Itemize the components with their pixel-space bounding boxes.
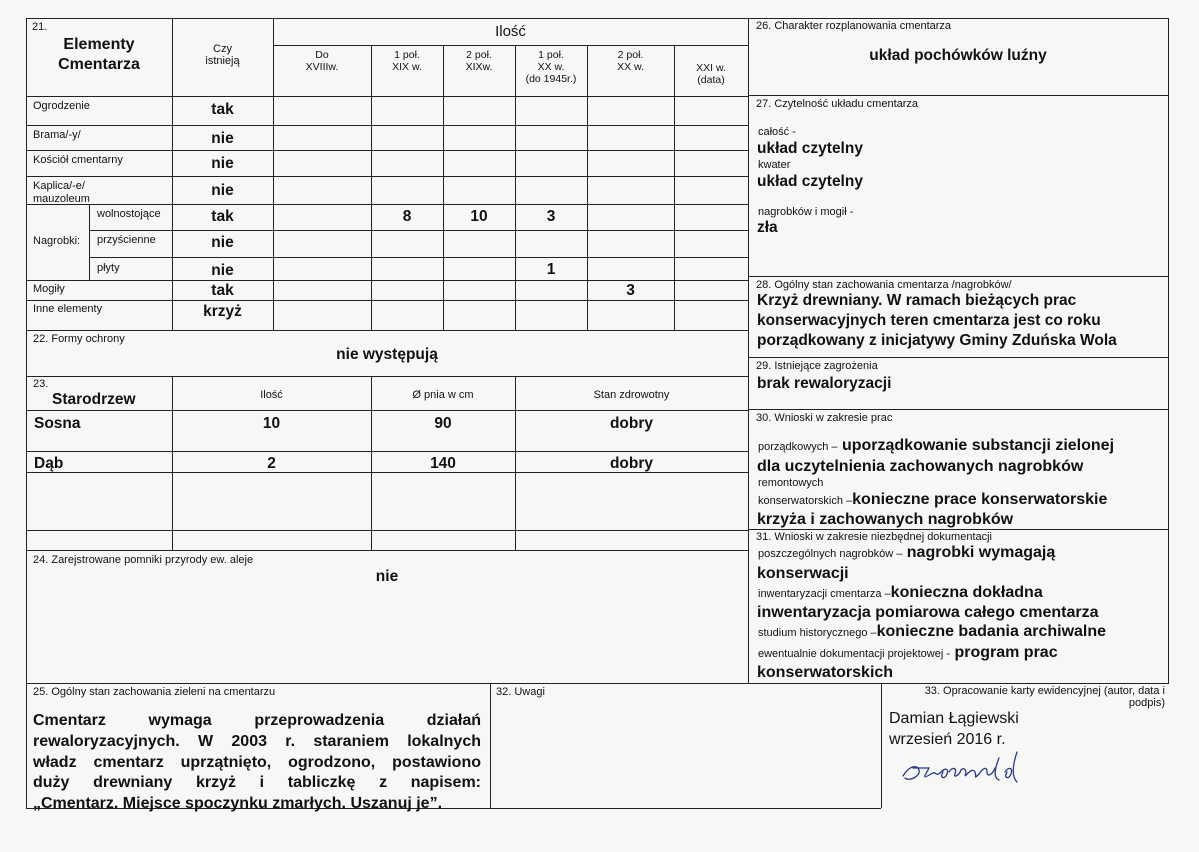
exists-wolnostojace: tak — [211, 208, 234, 225]
row-label-brama: Brama/-y/ — [33, 129, 81, 141]
grid-line — [26, 550, 748, 551]
wolnostojace-period-3: 10 — [470, 208, 488, 225]
grid-line — [26, 376, 748, 377]
tree-qty-1: 10 — [262, 415, 281, 432]
doc-design-value: program prac — [954, 644, 1058, 661]
greenery-label: 25. Ogólny stan zachowania zieleni na cmentarzu — [33, 686, 276, 698]
grid-line — [881, 683, 882, 808]
tree-name-1: Sosna — [34, 415, 81, 432]
grid-line — [490, 683, 491, 808]
grid-line — [26, 330, 748, 331]
grid-line — [443, 45, 444, 330]
card-author-label-line2: podpis) — [1128, 697, 1165, 709]
greenery-line: rewaloryzacyjnych. W 2003 r. staraniem lokalnych — [33, 732, 481, 750]
exists-mogily: tak — [211, 282, 234, 299]
grid-line — [26, 530, 748, 531]
general-state-label: 28. Ogólny stan zachowania cmentarza /nagrobków/ — [756, 279, 1012, 291]
mogily-period-5: 3 — [626, 282, 635, 299]
grid-line — [89, 230, 748, 231]
elements-title-line2: Cmentarza — [58, 56, 140, 73]
greenery-text — [33, 711, 481, 815]
card-author-label-line1: 33. Opracowanie karty ewidencyjnej (autor, data i — [924, 685, 1165, 697]
work-requests-label: 30. Wnioski w zakresie prac — [756, 412, 893, 424]
doc-inventory-value: konieczna dokładna — [890, 584, 1043, 601]
doc-graves-label: poszczególnych nagrobków – — [758, 548, 903, 560]
exists-plyty: nie — [211, 262, 234, 279]
exists-brama: nie — [211, 130, 234, 147]
exists-kosciol: nie — [211, 155, 234, 172]
period-header-6: XXI w. (data) — [696, 62, 726, 87]
row-label-przyscienne: przyścienne — [97, 234, 156, 246]
doc-design-value-2: konserwatorskich — [757, 664, 894, 681]
exists-inne: krzyż — [203, 303, 242, 320]
tree-diameter-2: 140 — [430, 455, 456, 472]
period-header-1: Do XVIIIw. — [305, 49, 339, 74]
doc-graves-value-2: konserwacji — [757, 565, 849, 582]
row-label-plyty: płyty — [97, 262, 120, 274]
readability-quarters-label: kwater — [758, 159, 791, 171]
section-21-number: 21. — [32, 21, 48, 33]
greenery-line: „Cmentarz. Miejsce spoczynku zmarłych. Uszanuj je”. — [33, 795, 443, 813]
work-conservation-value: konieczne prace konserwatorskie — [852, 491, 1108, 508]
greenery-line: duży drewniany krzyż i tabliczkę z napisem: — [33, 774, 481, 792]
greenery-line: Cmentarz wymaga przeprowadzenia działań — [33, 712, 481, 729]
remarks-label: 32. Uwagi — [496, 686, 545, 698]
doc-design-label: ewentualnie dokumentacji projektowej - — [758, 648, 950, 660]
row-label-wolnostojace: wolnostojące — [97, 208, 161, 220]
work-conservation-value-2: krzyża i zachowanych nagrobków — [757, 511, 1014, 528]
row-label-mogily: Mogiły — [33, 283, 65, 295]
readability-quarters-value: układ czytelny — [757, 173, 863, 190]
documentation-label: 31. Wnioski w zakresie niezbędnej dokumentacji — [756, 531, 993, 543]
card-author-date: wrzesień 2016 r. — [889, 731, 1006, 748]
grid-line — [748, 357, 1169, 358]
monuments-label: 24. Zarejstrowane pomniki przyrody ew. aleje — [33, 554, 254, 566]
grid-line — [748, 409, 1169, 410]
grid-line — [26, 300, 748, 301]
general-state-line: porządkowany z inicjatywy Gminy Zduńska Wola — [757, 332, 1117, 349]
grid-line — [26, 96, 748, 97]
plyty-period-4: 1 — [546, 261, 556, 278]
wolnostojace-period-2: 8 — [402, 208, 412, 225]
grid-line — [674, 45, 675, 330]
grid-line — [273, 45, 748, 46]
row-label-kaplica-line2: mauzoleum — [33, 193, 90, 205]
grid-line — [26, 176, 748, 177]
grid-line — [371, 45, 372, 330]
row-label-inne: Inne elementy — [33, 303, 103, 315]
wolnostojace-period-4: 3 — [546, 208, 556, 225]
grid-line — [26, 410, 748, 411]
layout-character-value: układ pochówków luźny — [869, 47, 1047, 64]
grid-line — [748, 276, 1169, 277]
work-ordering-value: uporządkowanie substancji zielonej — [841, 437, 1115, 454]
row-label-kosciol: Kościół cmentarny — [33, 154, 123, 166]
period-header-2: 1 poł. XIX w. — [392, 49, 422, 74]
grid-line — [26, 280, 748, 281]
doc-inventory-value-2: inwentaryzacja pomiarowa całego cmentarza — [757, 604, 1099, 621]
doc-history-label: studium historycznego – — [758, 627, 877, 639]
readability-graves-label: nagrobków i mogił - — [758, 206, 854, 218]
row-label-kaplica-line1: Kaplica/-e/ — [33, 180, 85, 192]
tree-diameter-1: 90 — [434, 415, 452, 432]
monuments-value: nie — [375, 568, 399, 585]
work-conservation-row — [758, 491, 1107, 509]
readability-whole-label: całość - — [758, 126, 796, 138]
column-divider — [748, 18, 749, 684]
greenery-line: władz cmentarz uprzątnięto, ogrodzono, postawiono — [33, 753, 481, 771]
row-label-nagrobki: Nagrobki: — [33, 235, 81, 247]
tree-qty-2: 2 — [267, 455, 276, 472]
layout-character-label: 26. Charakter rozplanowania cmentarza — [756, 20, 952, 32]
readability-graves-value: zła — [757, 219, 778, 236]
threats-label: 29. Istniejące zagrożenia — [756, 360, 878, 372]
trees-col-qty: Ilość — [260, 389, 283, 401]
signature — [895, 738, 1045, 788]
period-header-3: 2 poł. XIXw. — [465, 49, 493, 74]
doc-design-row — [758, 644, 1058, 662]
period-header-5: 2 poł. XX w. — [617, 49, 644, 74]
trees-title: Starodrzew — [52, 391, 136, 408]
work-ordering-row — [758, 437, 1114, 455]
threats-value: brak rewaloryzacji — [757, 375, 892, 392]
doc-inventory-label: inwentaryzacji cmentarza – — [758, 588, 891, 600]
exists-przyscienne: nie — [211, 234, 234, 251]
doc-graves-row — [758, 544, 1055, 562]
exists-header-line1: Czy — [213, 43, 232, 55]
readability-whole-value: układ czytelny — [757, 140, 863, 157]
tree-health-1: dobry — [609, 415, 654, 432]
doc-history-value: konieczne badania archiwalne — [876, 623, 1107, 640]
tree-name-2: Dąb — [34, 455, 64, 472]
grid-line — [515, 45, 516, 330]
protection-label: 22. Formy ochrony — [33, 333, 125, 345]
elements-title-line1: Elementy — [63, 36, 135, 53]
trees-col-diameter: Ø pnia w cm — [412, 389, 474, 401]
row-label-ogrodzenie: Ogrodzenie — [33, 100, 90, 112]
grid-line — [26, 150, 748, 151]
grid-line — [26, 451, 748, 452]
frame-right — [1168, 18, 1169, 684]
grid-line — [89, 257, 748, 258]
work-ordering-label: porządkowych – — [758, 441, 838, 453]
grid-line — [26, 204, 748, 205]
quantity-header: Ilość — [495, 23, 526, 40]
card-author-name: Damian Łągiewski — [889, 710, 1019, 727]
general-state-line: Krzyż drewniany. W ramach bieżących prac — [757, 292, 1077, 309]
exists-header-line2: istnieją — [205, 55, 240, 67]
tree-health-2: dobry — [609, 455, 654, 472]
work-conservation-label: konserwatorskich – — [758, 495, 853, 507]
grid-line — [26, 683, 1169, 684]
work-renovation-label: remontowych — [758, 477, 824, 489]
trees-number: 23. — [33, 378, 49, 390]
doc-inventory-row — [758, 584, 1043, 602]
exists-kaplica: nie — [211, 182, 234, 199]
readability-label: 27. Czytelność układu cmentarza — [756, 98, 919, 110]
work-ordering-value-2: dla uczytelnienia zachowanych nagrobków — [757, 458, 1084, 475]
general-state-line: konserwacyjnych teren cmentarza jest co roku — [757, 312, 1101, 329]
exists-ogrodzenie: tak — [211, 101, 234, 118]
doc-history-row — [758, 623, 1106, 641]
grid-line — [89, 204, 90, 280]
frame-left — [26, 18, 27, 808]
protection-value: nie występują — [336, 346, 438, 363]
frame-top — [26, 18, 1169, 19]
trees-col-health: Stan zdrowotny — [593, 389, 670, 401]
period-header-4: 1 poł. XX w. (do 1945r.) — [525, 49, 577, 86]
doc-graves-value: nagrobki wymagają — [906, 544, 1056, 561]
grid-line — [26, 125, 748, 126]
grid-line — [748, 95, 1169, 96]
